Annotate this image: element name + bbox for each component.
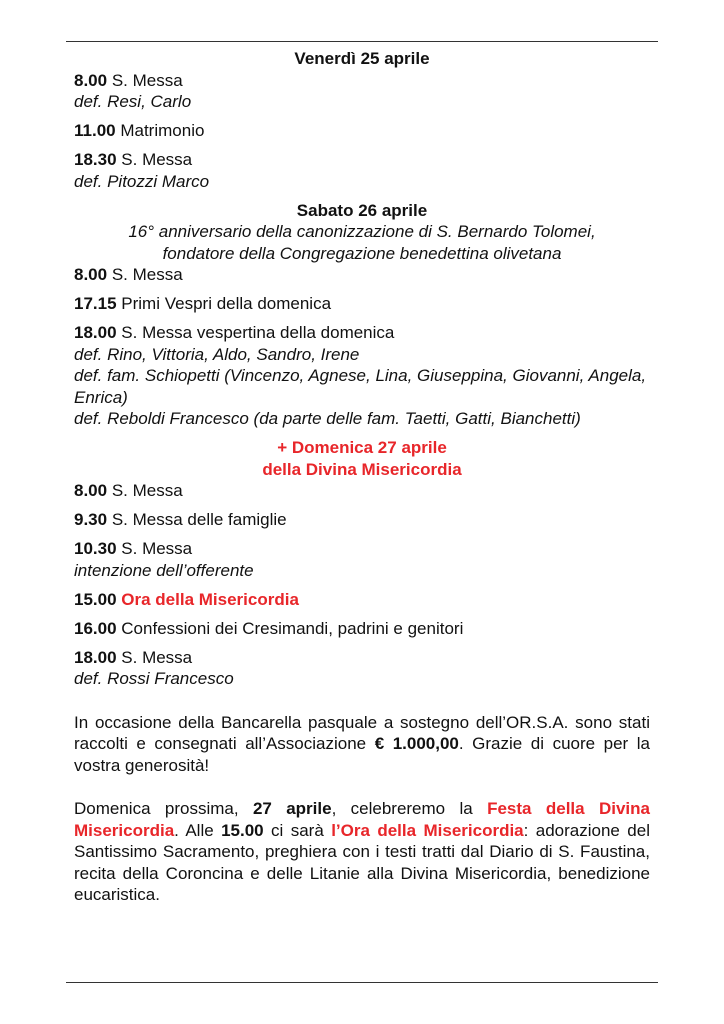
- entry-time: 18.00: [74, 323, 117, 342]
- entry-text: S. Messa: [111, 481, 183, 500]
- friday-entry-3: [74, 149, 650, 192]
- entry-text: S. Messa: [121, 150, 193, 169]
- entry-text: S. Messa: [121, 647, 193, 667]
- entry-note: def. Resi, Carlo: [74, 92, 192, 111]
- saturday-note-1: 16° anniversario della canonizzazione di S. Bernardo Tolomei,: [128, 222, 596, 241]
- entry-note: def. Pitozzi Marco: [74, 171, 210, 191]
- announcement-misericordia: [74, 798, 650, 906]
- announcement-text: ci sarà: [263, 820, 332, 840]
- entry-text: S. Messa: [121, 539, 193, 558]
- entry-time: 18.30: [74, 150, 117, 169]
- entry-time: 15.00: [74, 589, 117, 609]
- entry-time: 8.00: [74, 481, 108, 500]
- entry-note: def. Rossi Francesco: [74, 669, 234, 688]
- entry-time: 16.00: [74, 618, 117, 638]
- announcement-bancarella: [74, 712, 650, 777]
- entry-text: Matrimonio: [120, 121, 205, 140]
- announcement-text: : adorazione del Santissimo Sacramento, preghiera con i testi tratti dal Diario di S. Faustina, recita della Coroncina e delle Litanie alla Divina Misericordia, benedizione eucaristica.: [74, 820, 650, 904]
- announcement-text: In occasione della Bancarella pasquale a sostegno dell’OR.S.A. sono stati raccolti e consegnati all’Associazione: [74, 712, 650, 753]
- sunday-entry-4: [74, 589, 650, 611]
- sunday-subheading: della Divina Misericordia: [262, 459, 462, 479]
- entry-text: Primi Vespri della domenica: [121, 294, 332, 313]
- entry-note: def. Rino, Vittoria, Aldo, Sandro, Irene: [74, 344, 360, 364]
- saturday-entry-1: [74, 264, 650, 286]
- ora-misericordia: l’Ora della Misericordia: [331, 820, 524, 840]
- announcement-text: . Alle: [174, 820, 222, 840]
- entry-time: 9.30: [74, 510, 108, 529]
- announcement-text: , celebreremo la: [331, 799, 488, 818]
- bottom-rule: [66, 982, 658, 983]
- saturday-entry-2: [74, 293, 650, 315]
- entry-text: S. Messa: [111, 265, 183, 284]
- feast-hour: 15.00: [221, 820, 264, 840]
- entry-time: 8.00: [74, 70, 108, 90]
- entry-text: Ora della Misericordia: [121, 589, 299, 609]
- friday-heading: Venerdì 25 aprile: [294, 49, 430, 68]
- entry-note: def. fam. Schiopetti (Vincenzo, Agnese, Lina, Giuseppina, Giovanni, Angela, Enrica): [74, 366, 647, 407]
- entry-time: 10.30: [74, 539, 117, 558]
- sunday-entry-3: [74, 538, 650, 581]
- saturday-heading: Sabato 26 aprile: [296, 200, 428, 220]
- entry-text: Confessioni dei Cresimandi, padrini e genitori: [121, 618, 464, 638]
- schedule-content: [74, 48, 650, 906]
- feast-name: Festa della Divina Misericordia: [74, 799, 650, 840]
- feast-date: 27 aprile: [252, 799, 332, 818]
- announcement-text: Domenica prossima,: [74, 799, 253, 818]
- entry-text: S. Messa delle famiglie: [111, 510, 287, 529]
- sunday-entry-6: [74, 647, 650, 690]
- sunday-entry-5: [74, 618, 650, 640]
- entry-time: 8.00: [74, 265, 108, 284]
- sunday-heading: + Domenica 27 aprile: [277, 438, 447, 457]
- entry-text: S. Messa vespertina della domenica: [121, 323, 395, 342]
- sunday-entry-2: [74, 509, 650, 531]
- friday-entry-2: [74, 120, 650, 142]
- entry-time: 17.15: [74, 294, 117, 313]
- saturday-note-2: fondatore della Congregazione benedettina olivetana: [162, 243, 562, 263]
- entry-note: def. Reboldi Francesco (da parte delle fam. Taetti, Gatti, Bianchetti): [74, 409, 581, 428]
- saturday-entry-3: [74, 322, 650, 430]
- friday-entry-1: [74, 70, 650, 113]
- top-rule: [66, 41, 658, 42]
- entry-time: 11.00: [74, 121, 116, 140]
- entry-note: intenzione dell’offerente: [74, 560, 254, 580]
- announcement-text: . Grazie di cuore per la vostra generosità!: [74, 734, 651, 775]
- entry-time: 18.00: [74, 647, 117, 667]
- donation-amount: € 1.000,00: [374, 734, 459, 753]
- sunday-entry-1: [74, 480, 650, 502]
- entry-text: S. Messa: [111, 70, 183, 90]
